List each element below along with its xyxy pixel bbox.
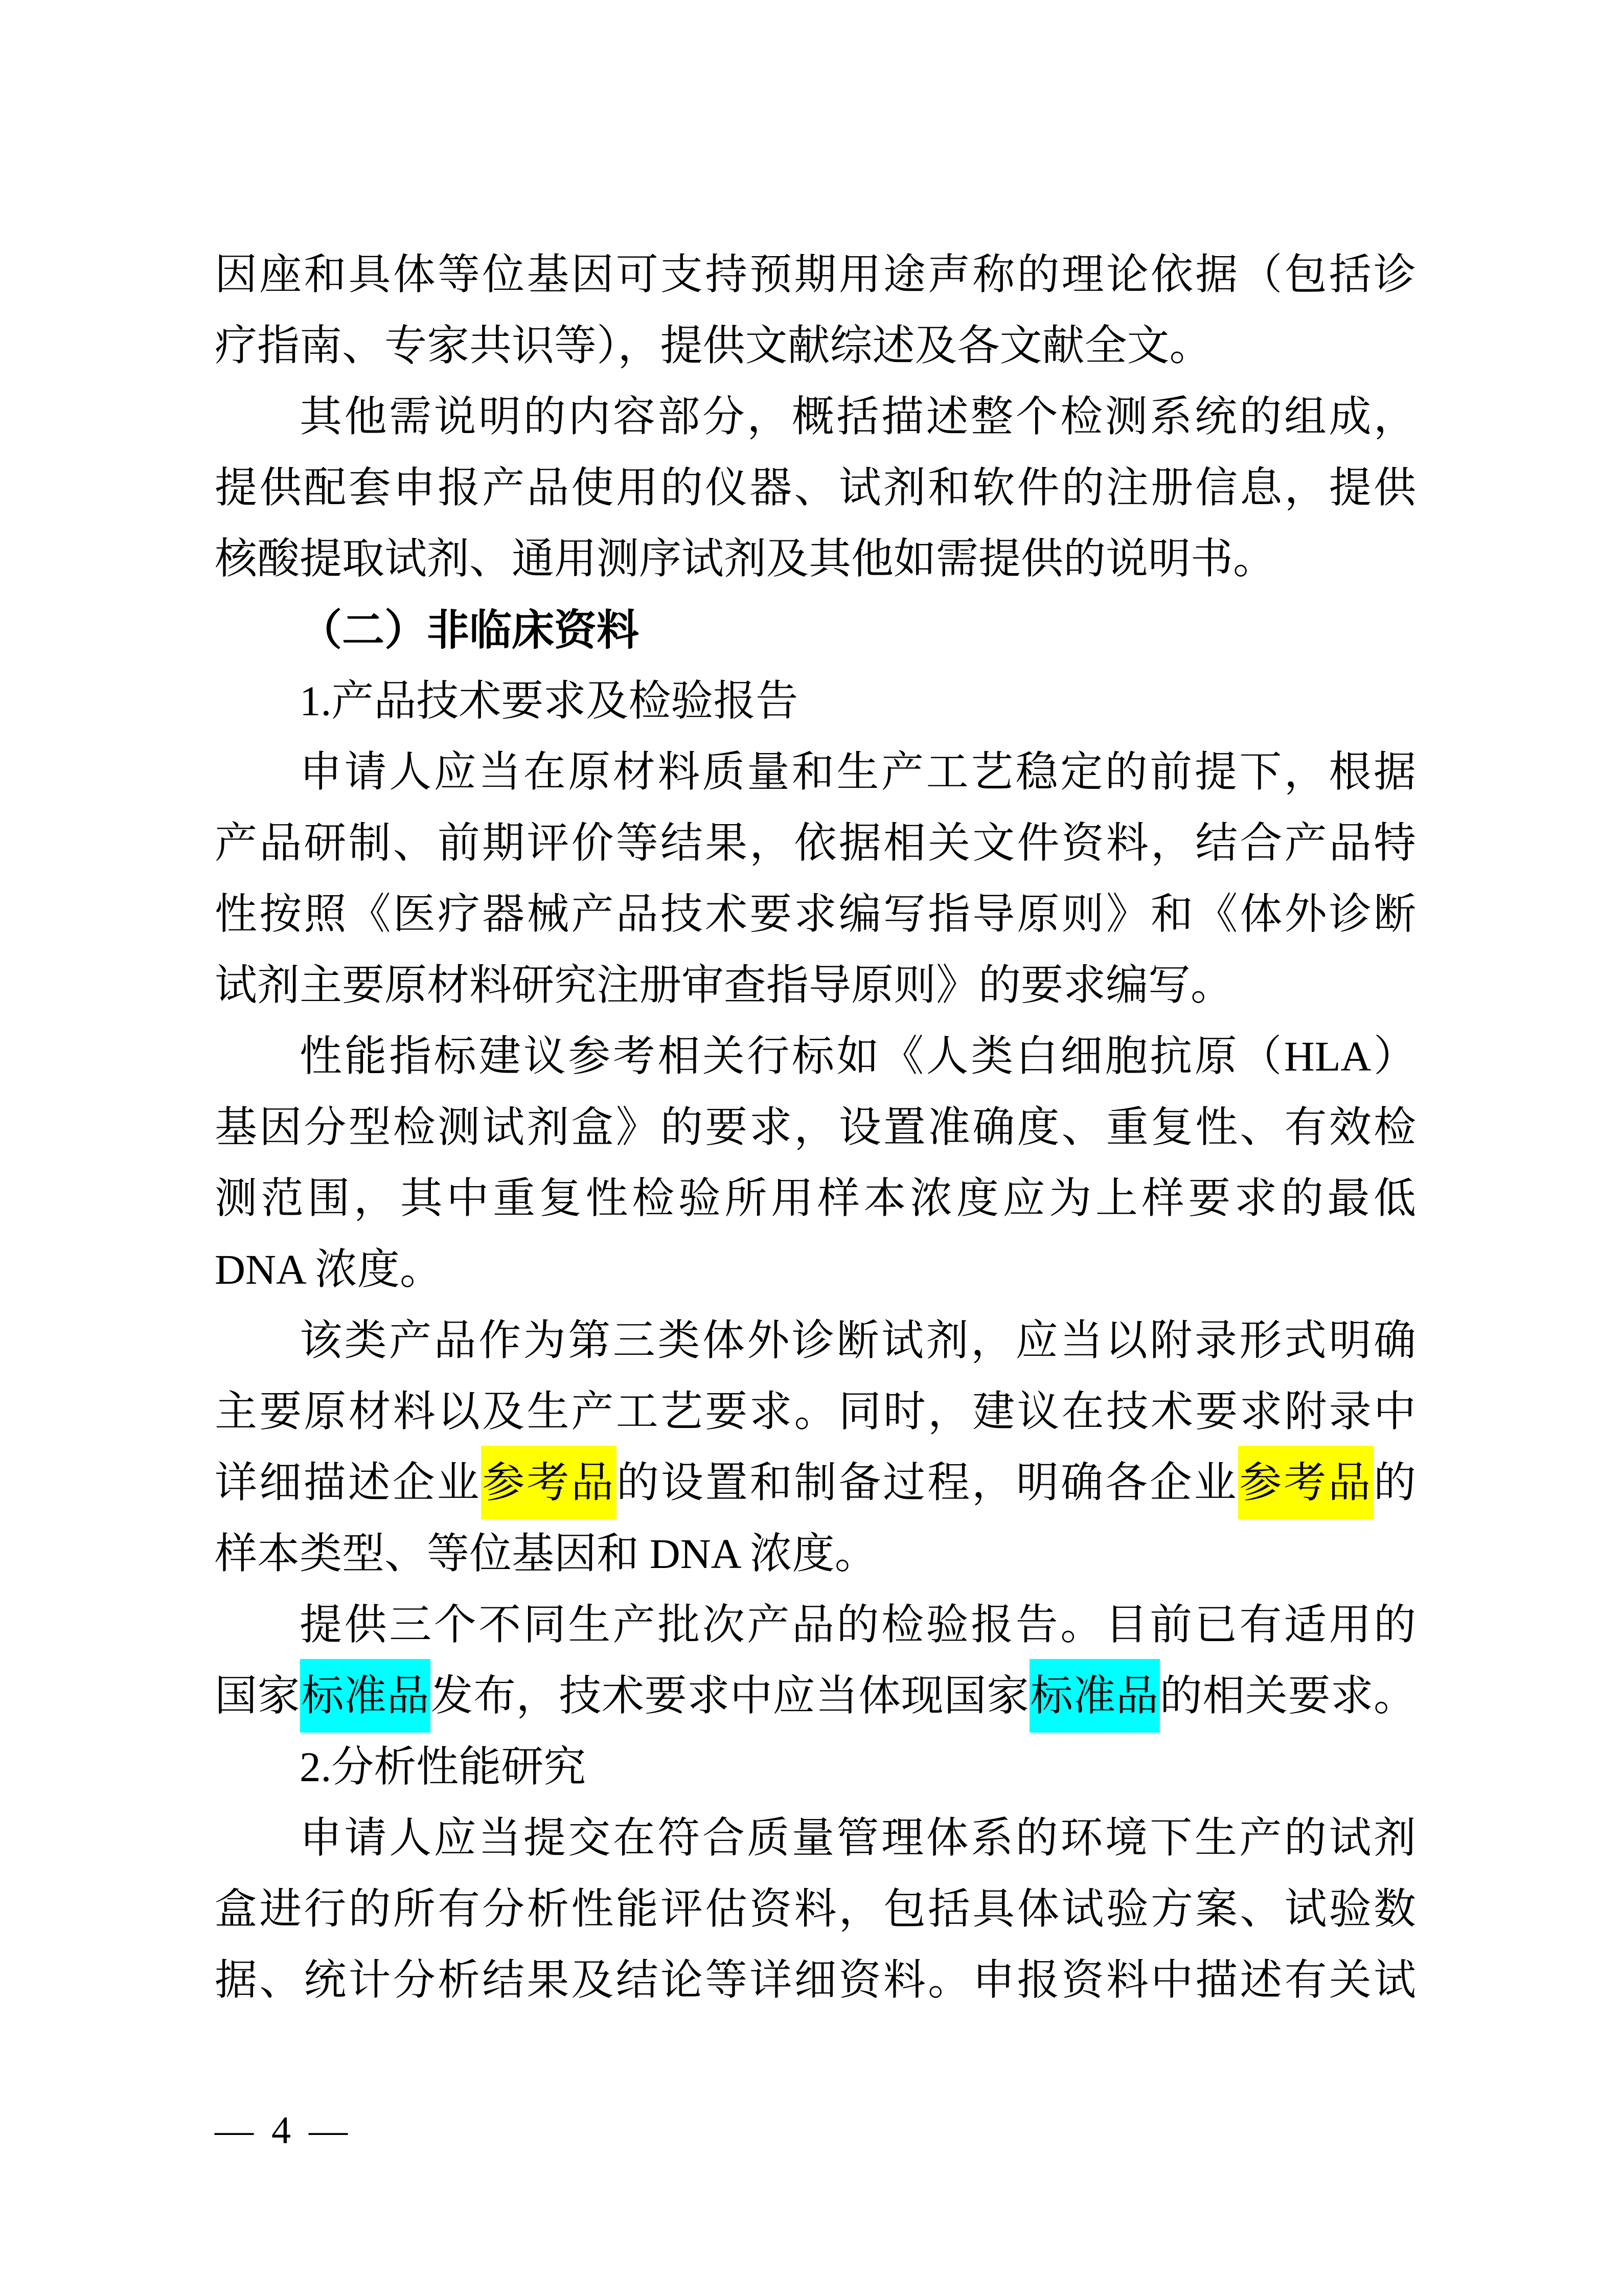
text-line	[215, 666, 1416, 737]
text-segment: 提供三个不同生产批次产品的检验报告。目前已有适用的	[300, 1601, 1416, 1648]
text-segment: 基因分型检测试剂盒》的要求，设置准确度、重复性、有效检	[215, 1104, 1416, 1151]
highlighted-text-yellow: 参考品	[481, 1446, 616, 1519]
text-segment: 试剂主要原材料研究注册审查指导原则》的要求编写。	[215, 962, 1233, 1009]
highlighted-text-yellow: 参考品	[1238, 1446, 1374, 1519]
text-line	[215, 1589, 1416, 1661]
text-segment: 的	[1374, 1459, 1417, 1506]
text-line	[215, 1305, 1416, 1376]
text-line	[215, 1092, 1416, 1163]
text-line	[215, 524, 1416, 595]
text-line	[215, 1234, 1416, 1305]
text-segment: 的设置和制备过程，明确各企业	[616, 1459, 1239, 1506]
text-line	[215, 1163, 1416, 1234]
highlighted-text-cyan: 标准品	[1030, 1659, 1160, 1733]
text-segment: 其他需说明的内容部分，概括描述整个检测系统的组成，	[300, 393, 1416, 440]
text-line	[215, 381, 1416, 452]
text-line	[215, 452, 1416, 524]
text-line	[215, 1447, 1416, 1518]
text-segment: 因座和具体等位基因可支持预期用途声称的理论依据（包括诊	[215, 251, 1416, 298]
page-footer	[215, 2102, 352, 2158]
text-line	[215, 239, 1416, 310]
text-segment: 核酸提取试剂、通用测序试剂及其他如需提供的说明书。	[215, 535, 1275, 582]
text-line	[215, 737, 1416, 808]
text-segment: 据、统计分析结果及结论等详细资料。申报资料中描述有关试	[215, 1957, 1416, 2004]
text-segment: 发布，技术要求中应当体现国家	[430, 1672, 1030, 1719]
text-segment: 申请人应当在原材料质量和生产工艺稳定的前提下，根据	[300, 748, 1416, 795]
text-segment: 申请人应当提交在符合质量管理体系的环境下生产的试剂	[300, 1814, 1416, 1861]
text-segment: 产品研制、前期评价等结果，依据相关文件资料，结合产品特	[215, 820, 1416, 867]
text-segment: 该类产品作为第三类体外诊断试剂，应当以附录形式明确	[300, 1317, 1416, 1364]
text-segment: 详细描述企业	[215, 1459, 482, 1506]
text-line	[215, 1021, 1416, 1092]
text-segment: 样本类型、等位基因和 DNA 浓度。	[215, 1530, 877, 1577]
text-segment: （二）非临床资料	[300, 606, 639, 654]
highlighted-text-cyan: 标准品	[300, 1659, 430, 1733]
text-segment: 提供配套申报产品使用的仪器、试剂和软件的注册信息，提供	[215, 464, 1416, 511]
text-line	[215, 808, 1416, 879]
text-line	[215, 1874, 1416, 1945]
text-segment: 性能指标建议参考相关行标如《人类白细胞抗原（HLA）	[300, 1033, 1416, 1080]
section-heading	[215, 595, 1416, 666]
text-segment: 疗指南、专家共识等），提供文献综述及各文献全文。	[215, 322, 1212, 369]
text-line	[215, 1518, 1416, 1589]
text-segment: 性按照《医疗器械产品技术要求编写指导原则》和《体外诊断	[215, 891, 1416, 938]
text-segment: 2.分析性能研究	[300, 1743, 586, 1790]
text-line	[215, 1732, 1416, 1803]
text-segment: 测范围，其中重复性检验所用样本浓度应为上样要求的最低	[215, 1175, 1416, 1222]
text-segment: 1.产品技术要求及检验报告	[300, 677, 798, 724]
text-line	[215, 310, 1416, 381]
text-line	[215, 950, 1416, 1021]
text-line	[215, 1945, 1416, 2016]
text-segment: DNA 浓度。	[215, 1246, 442, 1293]
page-number: — 4 —	[215, 2109, 352, 2152]
text-segment: 主要原材料以及生产工艺要求。同时，建议在技术要求附录中	[215, 1388, 1416, 1435]
text-line	[215, 1661, 1416, 1732]
text-line	[215, 1803, 1416, 1874]
text-line	[215, 1376, 1416, 1447]
text-segment: 国家	[215, 1672, 301, 1719]
document-body	[215, 239, 1416, 2016]
text-line	[215, 879, 1416, 950]
text-segment: 的相关要求。	[1159, 1672, 1417, 1719]
text-segment: 盒进行的所有分析性能评估资料，包括具体试验方案、试验数	[215, 1885, 1416, 1933]
